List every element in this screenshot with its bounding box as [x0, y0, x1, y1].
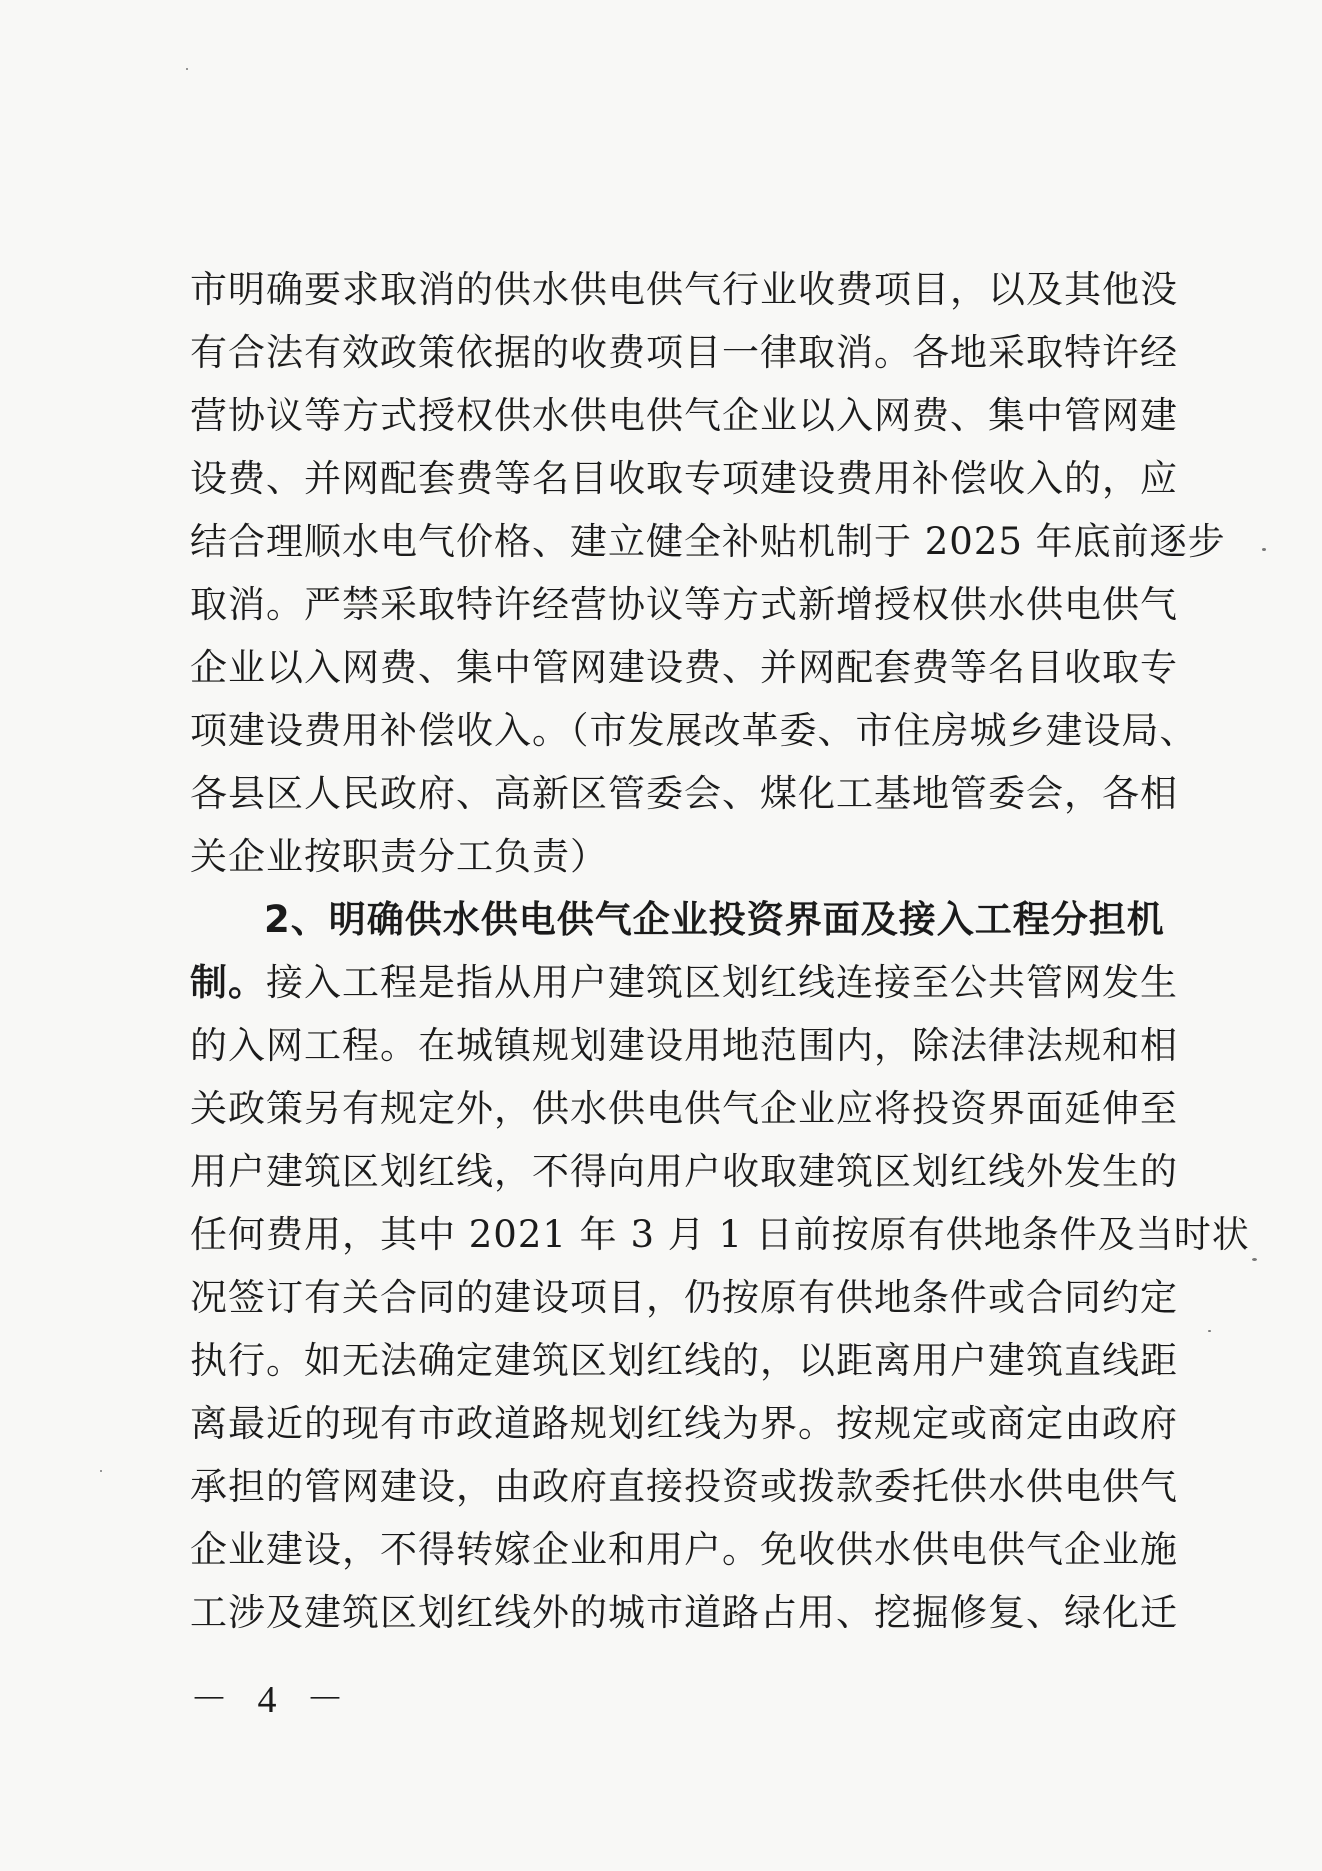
- scan-speck: [1252, 1258, 1257, 1261]
- scan-speck: [100, 1470, 102, 1472]
- text-line: [190, 951, 1178, 1014]
- text-line: 市明确要求取消的供水供电供气行业收费项目，以及其他没: [190, 268, 1178, 311]
- section-heading-end: 制。: [190, 961, 266, 1004]
- text-line: 用户建筑区划红线，不得向用户收取建筑区划红线外发生的: [190, 1150, 1178, 1193]
- document-body: [190, 258, 1250, 1644]
- text-line: 营协议等方式授权供水供电供气企业以入网费、集中管网建: [190, 394, 1178, 437]
- text-line: 企业以入网费、集中管网建设费、并网配套费等名目收取专: [190, 646, 1178, 689]
- page-number: － 4 －: [190, 1679, 355, 1721]
- text-line: 项建设费用补偿收入。（市发展改革委、市住房城乡建设局、: [190, 709, 1198, 752]
- text-line: 有合法有效政策依据的收费项目一律取消。各地采取特许经: [190, 331, 1178, 374]
- text-fragment: 接入工程是指从用户建筑区划红线连接至公共管网发生: [266, 961, 1178, 1004]
- text-line: 各县区人民政府、高新区管委会、煤化工基地管委会，各相: [190, 772, 1178, 815]
- text-line: 企业建设，不得转嫁企业和用户。免收供水供电供气企业施: [190, 1528, 1178, 1571]
- text-line: 的入网工程。在城镇规划建设用地范围内，除法律法规和相: [190, 1024, 1178, 1067]
- text-line: 执行。如无法确定建筑区划红线的，以距离用户建筑直线距: [190, 1339, 1178, 1382]
- scan-speck: [1208, 1330, 1211, 1332]
- text-line: 任何费用，其中 2021 年 3 月 1 日前按原有供地条件及当时状: [190, 1213, 1250, 1256]
- text-line: 关企业按职责分工负责）: [190, 835, 608, 878]
- scan-speck: [1262, 548, 1266, 551]
- scan-speck: [186, 68, 188, 70]
- section-heading: 2、明确供水供电供气企业投资界面及接入工程分担机: [264, 898, 1165, 941]
- text-line: 工涉及建筑区划红线外的城市道路占用、挖掘修复、绿化迁: [190, 1591, 1178, 1634]
- text-line: 况签订有关合同的建设项目，仍按原有供地条件或合同约定: [190, 1276, 1178, 1319]
- text-line: 设费、并网配套费等名目收取专项建设费用补偿收入的，应: [190, 457, 1178, 500]
- text-line: 关政策另有规定外，供水供电供气企业应将投资界面延伸至: [190, 1087, 1178, 1130]
- text-line: 离最近的现有市政道路规划红线为界。按规定或商定由政府: [190, 1402, 1178, 1445]
- text-line: 结合理顺水电气价格、建立健全补贴机制于 2025 年底前逐步: [190, 520, 1226, 563]
- text-line: 承担的管网建设，由政府直接投资或拨款委托供水供电供气: [190, 1465, 1178, 1508]
- text-line: 取消。严禁采取特许经营协议等方式新增授权供水供电供气: [190, 583, 1178, 626]
